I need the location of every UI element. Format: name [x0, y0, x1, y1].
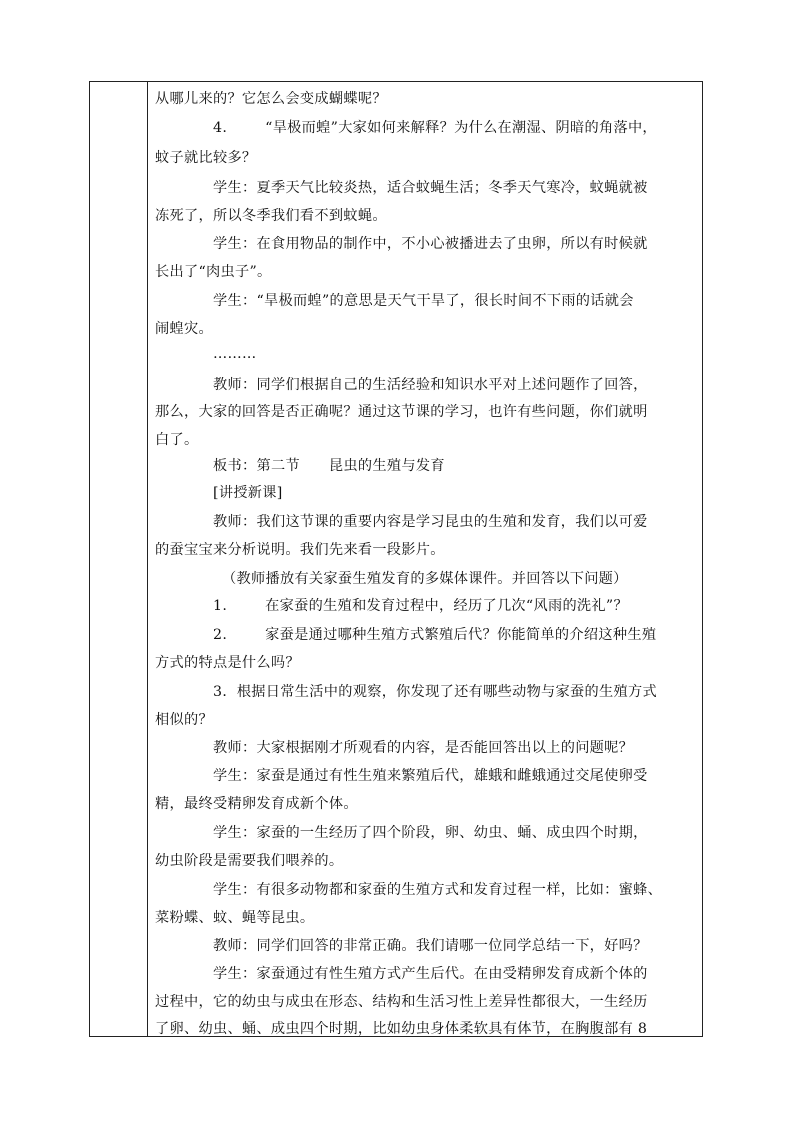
question-number: 4. — [213, 120, 228, 136]
student-answer: 学生：“旱极而蝗”的意思是天气干旱了，很长时间不下雨的话就会 — [213, 293, 634, 309]
blackboard-heading: 板书：第二节 昆虫的生殖与发育 — [213, 458, 445, 474]
section-label: [讲授新课] — [213, 485, 283, 501]
question-3: 3．根据日常生活中的观察，你发现了还有哪些动物与家蚕的生殖方式 — [213, 684, 657, 700]
text-line: 闹蝗灾。 — [155, 321, 213, 337]
question-text: 在家蚕的生殖和发育过程中，经历了几次“风雨的洗礼”？ — [265, 598, 628, 614]
question-number: 1. — [213, 598, 228, 614]
student-answer: 学生：夏季天气比较炎热，适合蚊蝇生活；冬季天气寒冷，蚊蝇就被 — [213, 180, 648, 196]
text-line: 幼虫阶段是需要我们喂养的。 — [155, 853, 344, 869]
student-answer: 学生：在食用物品的制作中，不小心被播进去了虫卵，所以有时候就 — [213, 236, 648, 252]
ellipsis: ……… — [213, 346, 257, 362]
text-line: 菜粉蝶、蚊、蝇等昆虫。 — [155, 910, 315, 926]
text-line: 长出了“肉虫子”。 — [155, 264, 272, 280]
table-column-left — [90, 82, 148, 1036]
teacher-line: 教师：大家根据刚才所观看的内容，是否能回答出以上的问题呢？ — [213, 740, 634, 756]
text-line: 冻死了，所以冬季我们看不到蚊蝇。 — [155, 208, 387, 224]
text-line: 过程中，它的幼虫与成虫在形态、结构和生活习性上差异性都很大，一生经历 — [155, 994, 648, 1010]
instruction-note: （教师播放有关家蚕生殖发育的多媒体课件。并回答以下问题） — [222, 571, 628, 587]
question-text: 家蚕是通过哪种生殖方式繁殖后代？你能简单的介绍这种生殖 — [265, 627, 657, 643]
text-line: 精，最终受精卵发育成新个体。 — [155, 796, 358, 812]
text-line: 方式的特点是什么吗？ — [155, 655, 300, 671]
text-line: 那么，大家的回答是否正确呢？通过这节课的学习，也许有些问题，你们就明 — [155, 404, 648, 420]
text-line: 的蚕宝宝来分析说明。我们先来看一段影片。 — [155, 542, 445, 558]
text-line: 从哪儿来的？它怎么会变成蝴蝶呢？ — [155, 91, 387, 107]
student-answer: 学生：家蚕通过有性生殖方式产生后代。在由受精卵发育成新个体的 — [213, 966, 648, 982]
student-answer: 学生：家蚕是通过有性生殖来繁殖后代，雄蛾和雌蛾通过交尾使卵受 — [213, 768, 648, 784]
question-2 — [213, 626, 656, 644]
text-line: 白了。 — [155, 432, 199, 448]
teacher-line: 教师：我们这节课的重要内容是学习昆虫的生殖和发育，我们以可爱 — [213, 514, 648, 530]
teacher-line: 教师：同学们回答的非常正确。我们请哪一位同学总结一下，好吗？ — [213, 938, 648, 954]
text-line: 相似的？ — [155, 712, 213, 728]
lesson-content — [147, 81, 699, 1037]
teacher-line: 教师：同学们根据自己的生活经验和知识水平对上述问题作了回答， — [213, 377, 648, 393]
question-text: “旱极而蝗”大家如何来解释？为什么在潮湿、阴暗的角落中， — [265, 120, 657, 136]
question-number: 2. — [213, 627, 228, 643]
student-answer: 学生：家蚕的一生经历了四个阶段，卵、幼虫、蛹、成虫四个时期， — [213, 825, 648, 841]
text-line: 蚊子就比较多？ — [155, 150, 257, 166]
text-line: 了卵、幼虫、蛹、成虫四个时期，比如幼虫身体柔软具有体节，在胸腹部有 8 — [155, 1021, 648, 1037]
question-4 — [213, 119, 657, 137]
student-answer: 学生：有很多动物都和家蚕的生殖方式和发育过程一样，比如：蜜蜂、 — [213, 882, 663, 898]
question-1 — [213, 597, 628, 615]
